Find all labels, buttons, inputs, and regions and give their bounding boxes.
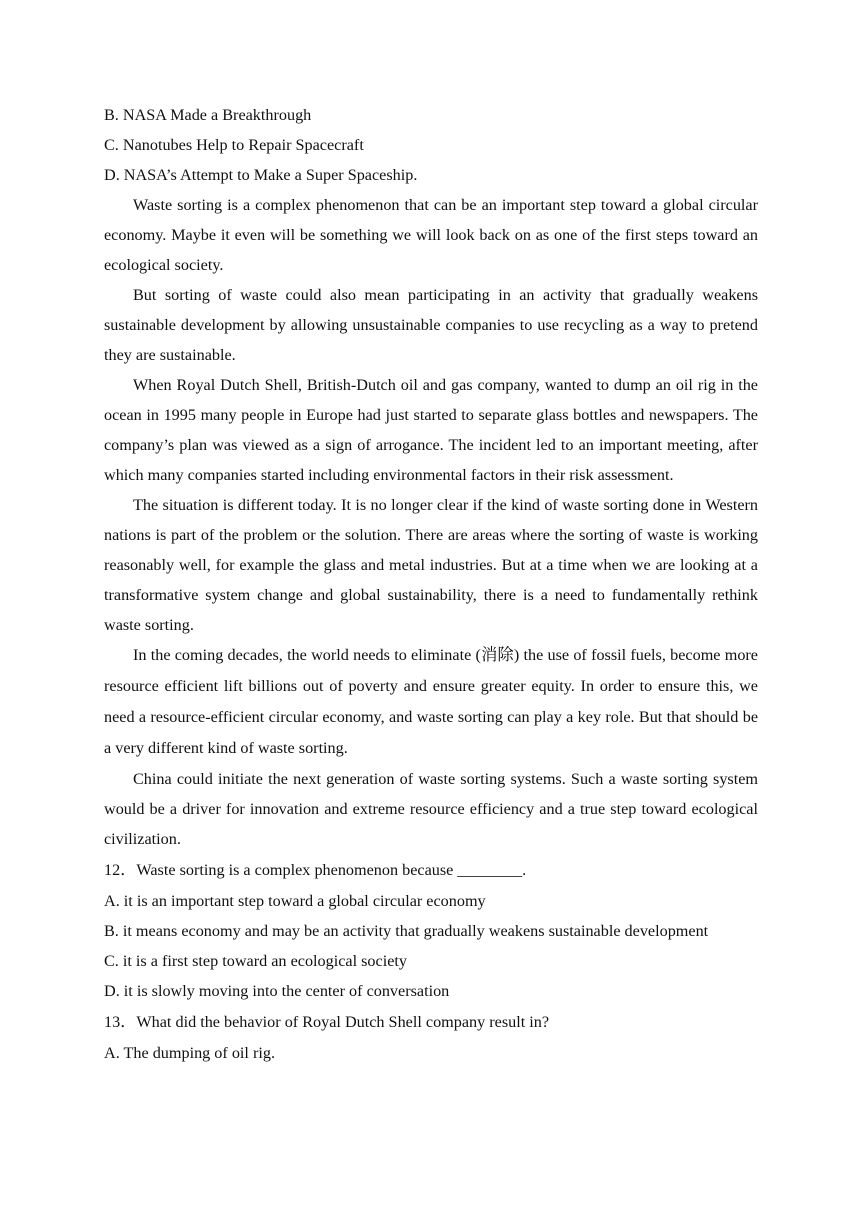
question-12-stem: 12．Waste sorting is a complex phenomenon because ________. (104, 861, 527, 879)
previous-option-c: C. Nanotubes Help to Repair Spacecraft (104, 136, 364, 154)
question-12-option-d: D. it is slowly moving into the center of conversation (104, 982, 450, 1000)
previous-option-b: B. NASA Made a Breakthrough (104, 106, 312, 124)
passage-paragraph-4: The situation is different today. It is no longer clear if the kind of waste sorting done in Western nations is part of the problem or the solution. There are areas where the sorting of waste is working reasonably well, for example the glass and metal industries. But at a time when we are looking at a transformative system change and global sustainability, there is a need to fundamentally rethink waste sorting. (104, 496, 758, 634)
question-12-option-a: A. it is an important step toward a global circular economy (104, 892, 486, 910)
previous-option-d: D. NASA’s Attempt to Make a Super Spaceship. (104, 166, 418, 184)
passage-paragraph-6: China could initiate the next generation of waste sorting systems. Such a waste sorting system would be a driver for innovation and extreme resource efficiency and a true step toward ecological civilization. (104, 770, 758, 848)
question-12-option-c: C. it is a first step toward an ecological society (104, 952, 407, 970)
passage-paragraph-1: Waste sorting is a complex phenomenon that can be an important step toward a global circular economy. Maybe it even will be something we will look back on as one of the first steps toward an ecological society. (104, 196, 758, 274)
passage-paragraph-2: But sorting of waste could also mean participating in an activity that gradually weakens sustainable development by allowing unsustainable companies to use recycling as a way to pretend they are sustainable. (104, 286, 758, 364)
question-13-option-a: A. The dumping of oil rig. (104, 1044, 276, 1062)
passage-paragraph-3: When Royal Dutch Shell, British-Dutch oil and gas company, wanted to dump an oil rig in the ocean in 1995 many people in Europe had just started to separate glass bottles and newspapers. The company’s plan was viewed as a sign of arrogance. The incident led to an important meeting, after which many companies started including environmental factors in their risk assessment. (104, 376, 758, 484)
passage-paragraph-5: In the coming decades, the world needs to eliminate (消除) the use of fossil fuels, become more resource efficient lift billions out of poverty and ensure greater equity. In order to ensure this, we need a resource-efficient circular economy, and waste sorting can play a key role. But that should be a very different kind of waste sorting. (104, 646, 758, 757)
question-13-stem: 13．What did the behavior of Royal Dutch Shell company result in? (104, 1013, 550, 1031)
document-page (104, 100, 758, 1068)
question-12-option-b: B. it means economy and may be an activity that gradually weakens sustainable development (104, 922, 709, 940)
